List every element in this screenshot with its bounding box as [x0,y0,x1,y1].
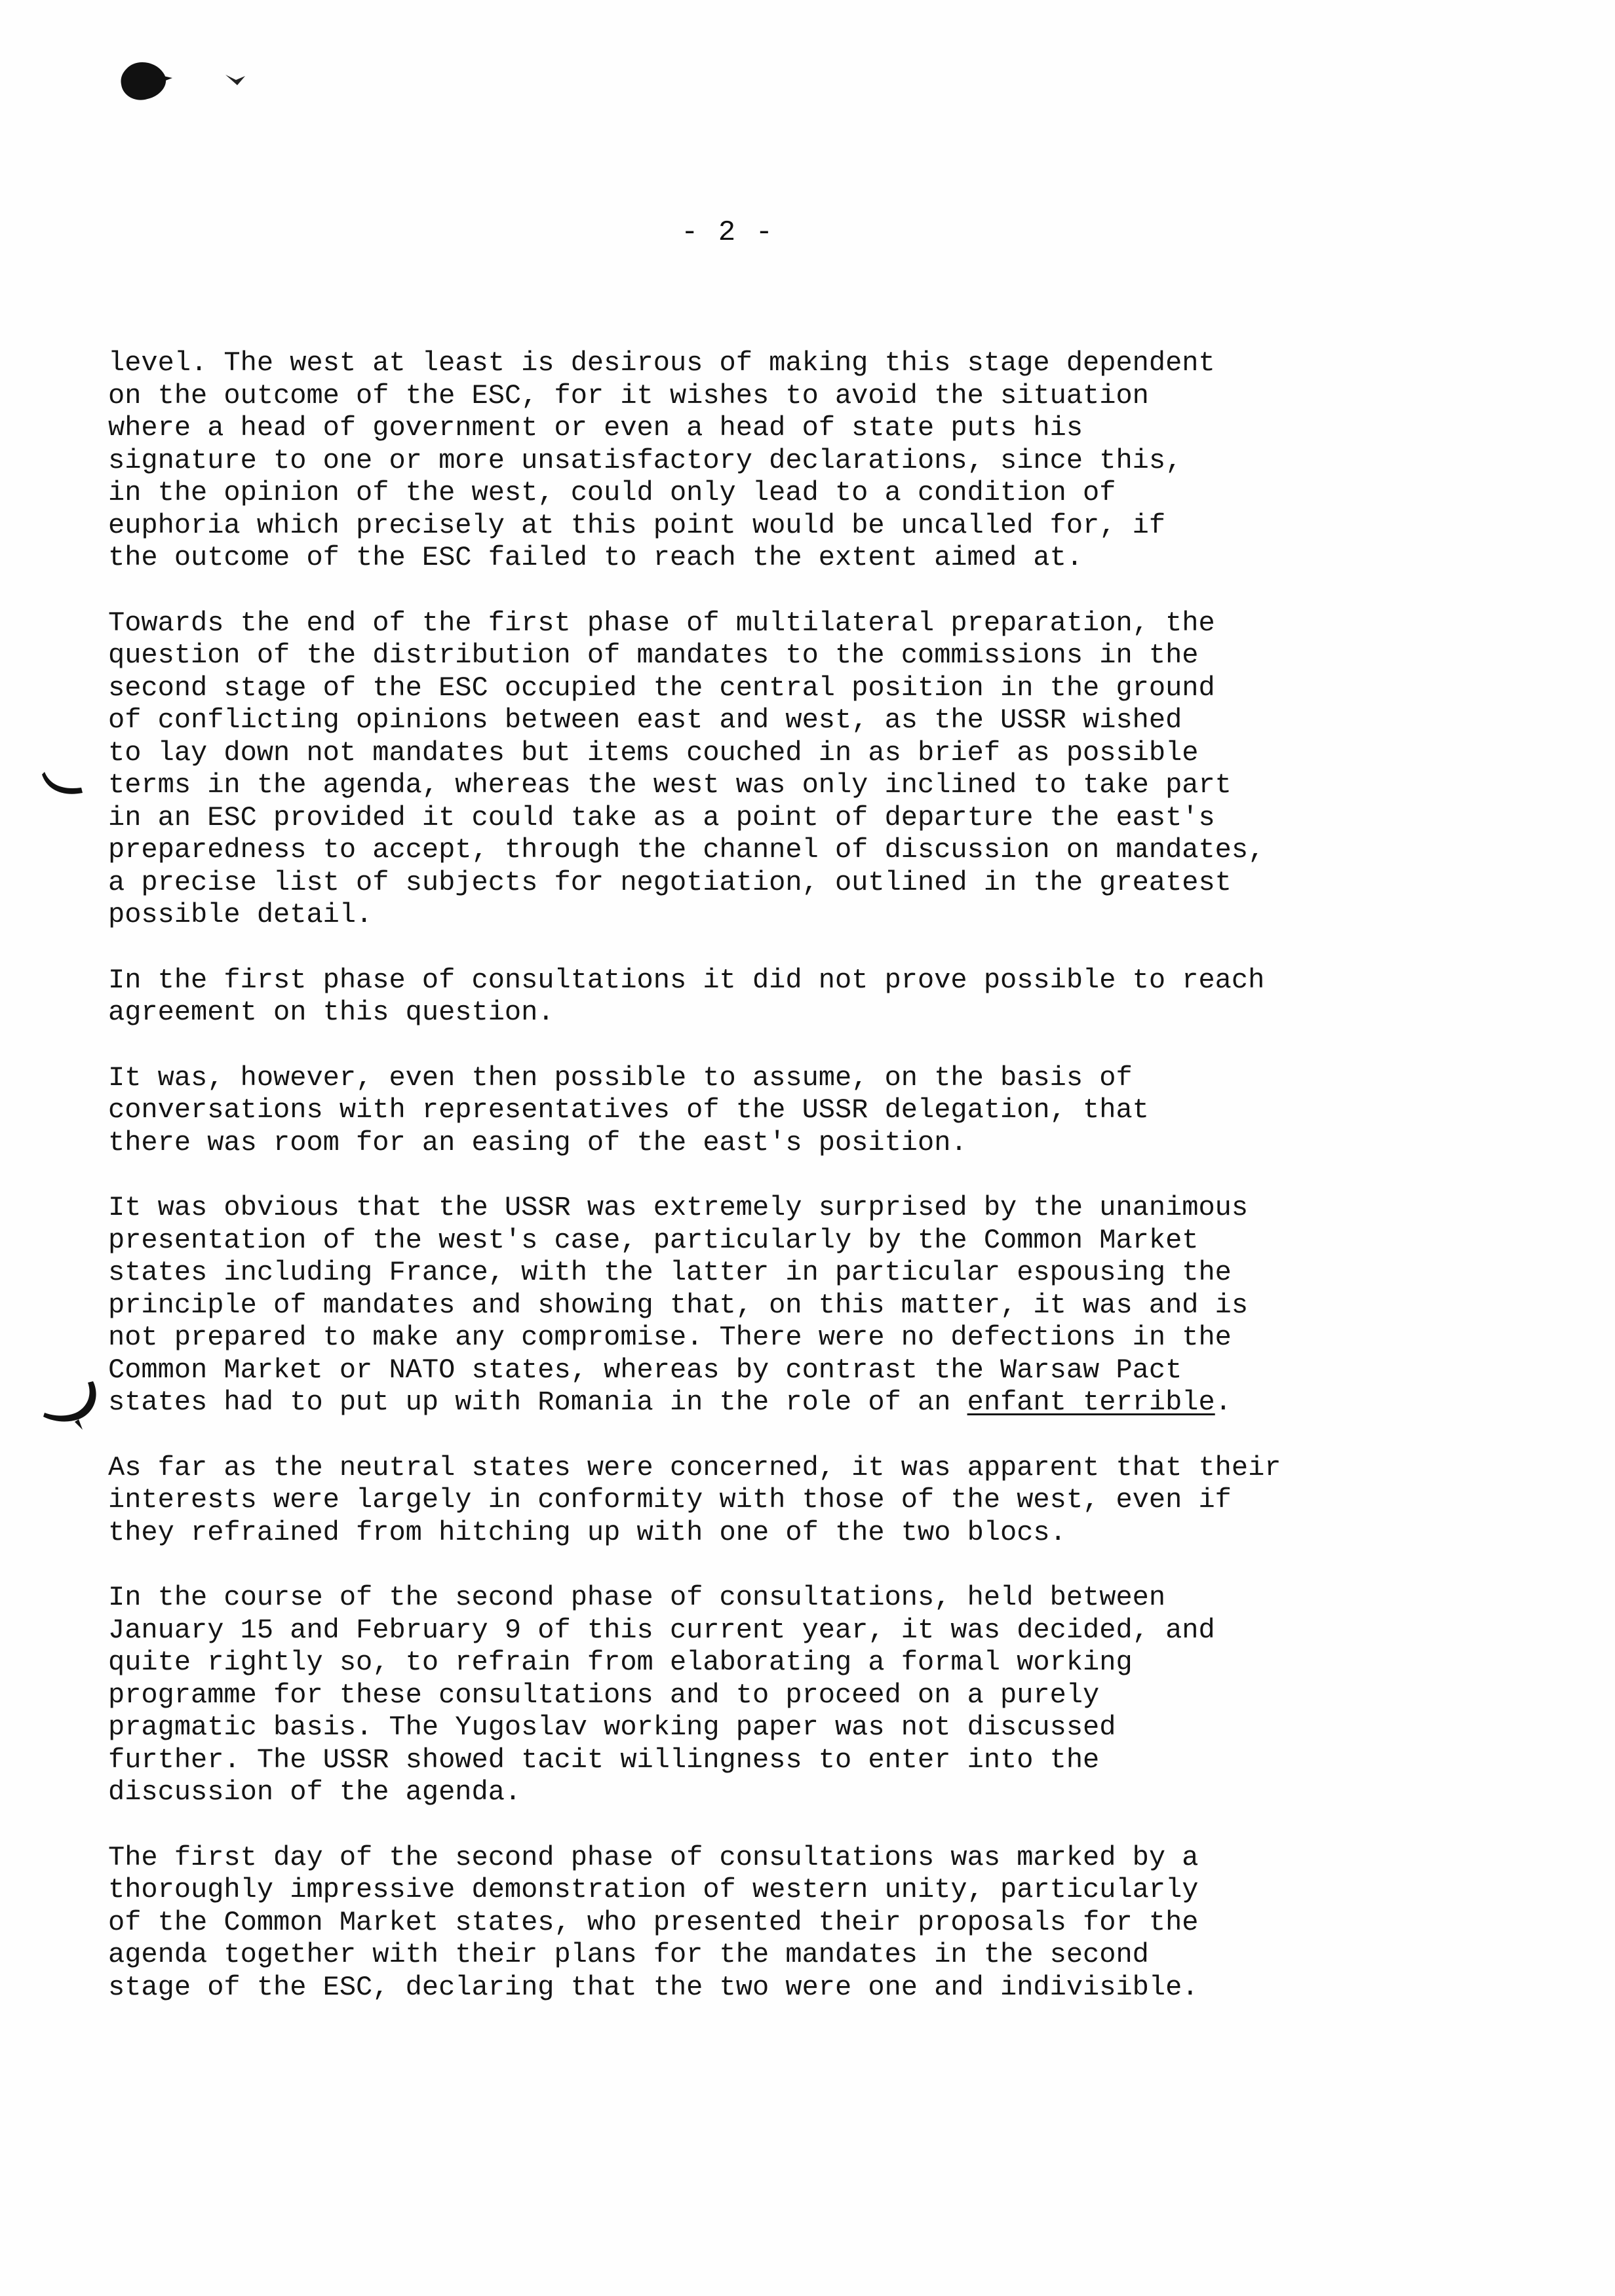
margin-bracket-mark [39,1376,102,1432]
text-line: interests were largely in conformity with those of the west, even if [108,1484,1232,1516]
text-line: euphoria which precisely at this point would be uncalled for, if [108,509,1166,541]
text-line: discussion of the agenda. [108,1776,522,1808]
margin-hook-mark [41,768,87,801]
text-line: principle of mandates and showing that, on this matter, it was and is [108,1289,1249,1321]
paragraph [108,1842,1524,2004]
text-line: question of the distribution of mandates to the commissions in the [108,640,1199,671]
text-line: to lay down not mandates but items couched in as brief as possible [108,737,1199,769]
text-line: preparedness to accept, through the channel of discussion on mandates, [108,834,1265,866]
page-number: - 2 - [680,216,775,249]
text-line: It was, however, even then possible to assume, on the basis of [108,1062,1133,1094]
text-line: of conflicting opinions between east and west, as the USSR wished [108,704,1182,736]
text-line: The first day of the second phase of consultations was marked by a [108,1841,1199,1873]
text-line: thoroughly impressive demonstration of western unity, particularly [108,1874,1199,1905]
paragraph [108,347,1524,575]
text-line: pragmatic basis. The Yugoslav working paper was not discussed [108,1712,1116,1743]
paragraph [108,965,1524,1029]
text-line-emphasis [108,1387,1524,1419]
text-line: conversations with representatives of the USSR delegation, that [108,1094,1149,1126]
text-line: in the opinion of the west, could only lead to a condition of [108,477,1116,508]
text-fragment: states had to put up with Romania in the role of an [108,1387,967,1418]
ink-blot-mark [115,56,174,108]
text-line: states including France, with the latter in particular espousing the [108,1257,1232,1288]
text-line: not prepared to make any compromise. There were no defections in the [108,1322,1232,1353]
text-line: they refrained from hitching up with one of the two blocs. [108,1516,1066,1548]
text-line: second stage of the ESC occupied the central position in the ground [108,672,1215,704]
text-line: agreement on this question. [108,997,555,1028]
text-line: the outcome of the ESC failed to reach the extent aimed at. [108,542,1083,573]
text-line: Towards the end of the first phase of multilateral preparation, the [108,607,1215,639]
underlined-phrase: enfant terrible [967,1387,1215,1418]
paragraph [108,607,1524,932]
document-body [108,347,1524,2037]
text-line: signature to one or more unsatisfactory declarations, since this, [108,444,1182,476]
text-line: agenda together with their plans for the mandates in the second [108,1939,1149,1970]
paragraph [108,1452,1524,1550]
paragraph [108,1062,1524,1160]
ink-dot-mark [223,71,249,90]
text-line: of the Common Market states, who presented their proposals for the [108,1906,1199,1938]
text-line: programme for these consultations and to proceed on a purely [108,1679,1100,1711]
paragraph [108,1582,1524,1809]
text-line: It was obvious that the USSR was extremely surprised by the unanimous [108,1192,1249,1223]
text-line: in an ESC provided it could take as a point of departure the east's [108,801,1215,833]
paragraph [108,1192,1524,1419]
text-line: level. The west at least is desirous of making this stage dependent [108,347,1215,379]
text-line: January 15 and February 9 of this current year, it was decided, and [108,1614,1215,1646]
text-line: Common Market or NATO states, whereas by contrast the Warsaw Pact [108,1354,1182,1386]
text-line: terms in the agenda, whereas the west was only inclined to take part [108,769,1232,801]
text-line: possible detail. [108,899,373,930]
text-line: In the course of the second phase of consultations, held between [108,1582,1166,1613]
text-line: presentation of the west's case, particularly by the Common Market [108,1224,1199,1256]
text-line: on the outcome of the ESC, for it wishes to avoid the situation [108,379,1149,411]
text-line: there was room for an easing of the east's position. [108,1126,967,1158]
text-line: In the first phase of consultations it did not prove possible to reach [108,964,1265,996]
text-line: a precise list of subjects for negotiation, outlined in the greatest [108,866,1232,898]
text-line: where a head of government or even a head of state puts his [108,412,1083,444]
text-line: As far as the neutral states were concerned, it was apparent that their [108,1451,1281,1483]
text-line: stage of the ESC, declaring that the two were one and indivisible. [108,1971,1199,2003]
text-fragment: . [1215,1387,1232,1418]
text-line: further. The USSR showed tacit willingness to enter into the [108,1744,1100,1776]
text-line: quite rightly so, to refrain from elaborating a formal working [108,1647,1133,1678]
